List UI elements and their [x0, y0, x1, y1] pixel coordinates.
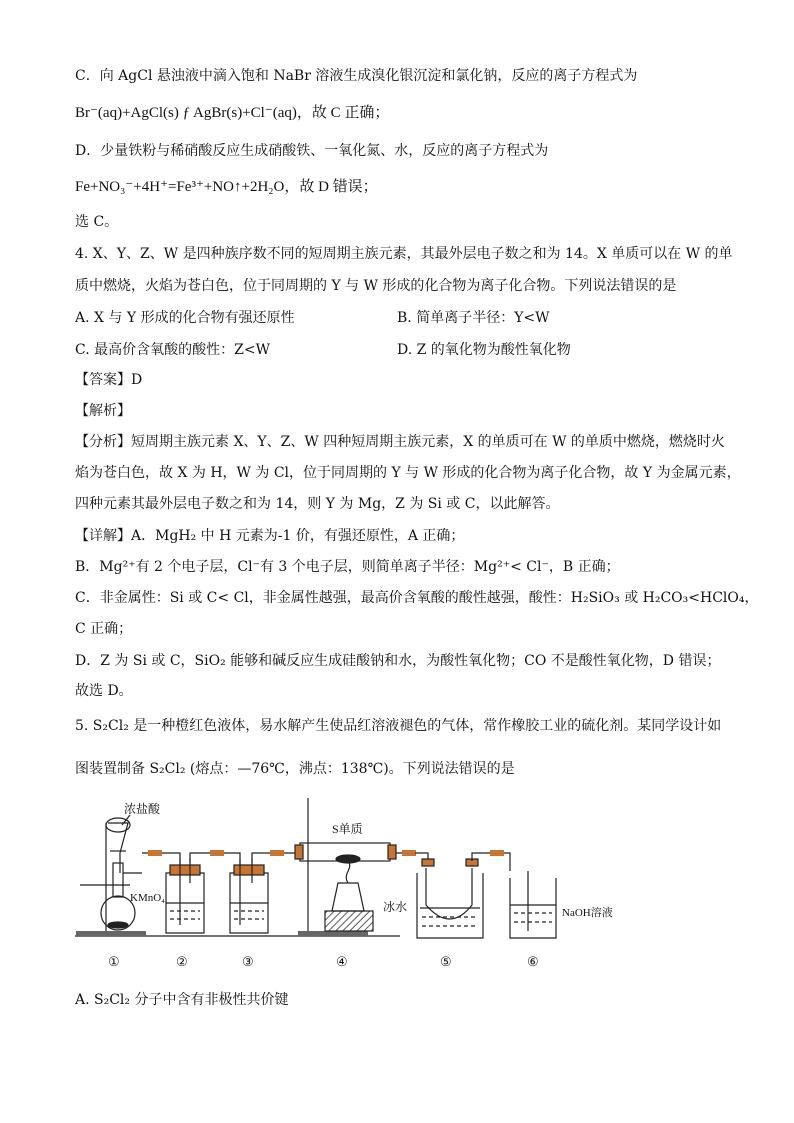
apparatus-number-4: ④ — [336, 954, 348, 969]
apparatus-number-3: ③ — [242, 954, 254, 969]
apparatus-4-reaction-tube — [295, 798, 416, 936]
apparatus-number-1: ① — [108, 954, 120, 969]
apparatus-number-6: ⑥ — [527, 954, 539, 969]
apparatus-diagram — [70, 793, 720, 978]
question-4-option-d: D. Z 的氧化物为酸性氧化物 — [397, 342, 571, 358]
label-naoh: NaOH溶液 — [562, 907, 613, 919]
detail-d: D．Z 为 Si 或 C，SiO₂ 能够和碱反应生成硅酸钠和水，为酸性氧化物；CO 不是酸性氧化物，D 错误； — [75, 653, 721, 669]
label-ice-water: 冰水 — [383, 900, 408, 914]
option-d-equation: Fe+NO₃⁻+4H⁺=Fe³⁺+NO↑+2H₂O，故 D 错误； — [75, 179, 378, 195]
apparatus-number-2: ② — [176, 954, 188, 969]
apparatus-2-bottle — [166, 858, 204, 933]
option-d-intro: D．少量铁粉与稀硝酸反应生成硝酸铁、一氧化氮、水，反应的离子方程式为 — [75, 143, 549, 159]
detail-c-line-1: C．非金属性：Si 或 C< Cl，非金属性越强，最高价含氧酸的酸性越强，酸性：H₂SiO₃ 或 H₂CO₃<HClO₄， — [75, 590, 759, 606]
apparatus-number-5: ⑤ — [440, 954, 452, 969]
question-4-line-1: 4. X、Y、Z、W 是四种族序数不同的短周期主族元素，其最外层电子数之和为 14。X 单质可以在 W 的单 — [75, 246, 733, 262]
detail-a: 【详解】A．MgH₂ 中 H 元素为-1 价，有强还原性，A 正确； — [75, 528, 465, 544]
detail-c-line-2: C 正确； — [75, 621, 133, 637]
question-5-option-a: A. S₂Cl₂ 分子中含有非极性共价键 — [75, 992, 289, 1008]
label-s: S单质 — [332, 822, 363, 836]
apparatus-6-naoh-beaker — [510, 871, 556, 938]
question-4-option-a: A. X 与 Y 形成的化合物有强还原性 — [75, 310, 295, 326]
apparatus-3-bottle — [230, 858, 268, 933]
detail-b: B．Mg²⁺有 2 个电子层，Cl⁻有 3 个电子层，则简单离子半径：Mg²⁺< Cl⁻，B 正确； — [75, 559, 620, 575]
apparatus-5-cold-trap — [415, 850, 510, 938]
question-4-option-c: C. 最高价含氧酸的酸性：Z<W — [75, 342, 270, 358]
option-c-intro: C．向 AgCl 悬浊液中滴入饱和 NaBr 溶液生成溴化银沉淀和氯化钠，反应的离子方程式为 — [75, 68, 638, 84]
question-5-line-1: 5. S₂Cl₂ 是一种橙红色液体，易水解产生使品红溶液褪色的气体，常作橡胶工业的硫化剂。某同学设计如 — [75, 718, 722, 734]
label-kmno4: KMnO₄ — [130, 892, 166, 904]
option-c-equation: Br⁻(aq)+AgCl(s) ƒ AgBr(s)+Cl⁻(aq)，故 C 正确； — [75, 105, 390, 121]
analysis-heading: 【解析】 — [75, 403, 131, 419]
label-hcl: 浓盐酸 — [124, 802, 161, 816]
apparatus-1-generator — [76, 818, 146, 936]
question-4-line-2: 质中燃烧，火焰为苍白色，位于同周期的 Y 与 W 形成的化合物为离子化合物。下列说法错误的是 — [75, 278, 677, 294]
analysis-line-1: 【分析】短周期主族元素 X、Y、Z、W 四种短周期主族元素，X 的单质可在 W 的单质中燃烧，燃烧时火 — [75, 434, 725, 450]
question-4-option-b: B. 简单离子半径：Y<W — [397, 310, 550, 326]
answer: 【答案】D — [75, 372, 143, 388]
question-5-line-2: 图装置制备 S₂Cl₂ (熔点：—76℃，沸点：138℃)。下列说法错误的是 — [75, 761, 515, 777]
analysis-line-2: 焰为苍白色，故 X 为 H，W 为 Cl，位于同周期的 Y 与 W 形成的化合物为离子化合物，故 Y 为金属元素， — [75, 465, 741, 481]
choose-d: 故选 D。 — [75, 683, 133, 699]
analysis-line-3: 四种元素其最外层电子数之和为 14，则 Y 为 Mg，Z 为 Si 或 C，以此解答。 — [75, 496, 560, 512]
rubber-connector — [148, 850, 162, 856]
choose-c: 选 C。 — [75, 214, 119, 230]
